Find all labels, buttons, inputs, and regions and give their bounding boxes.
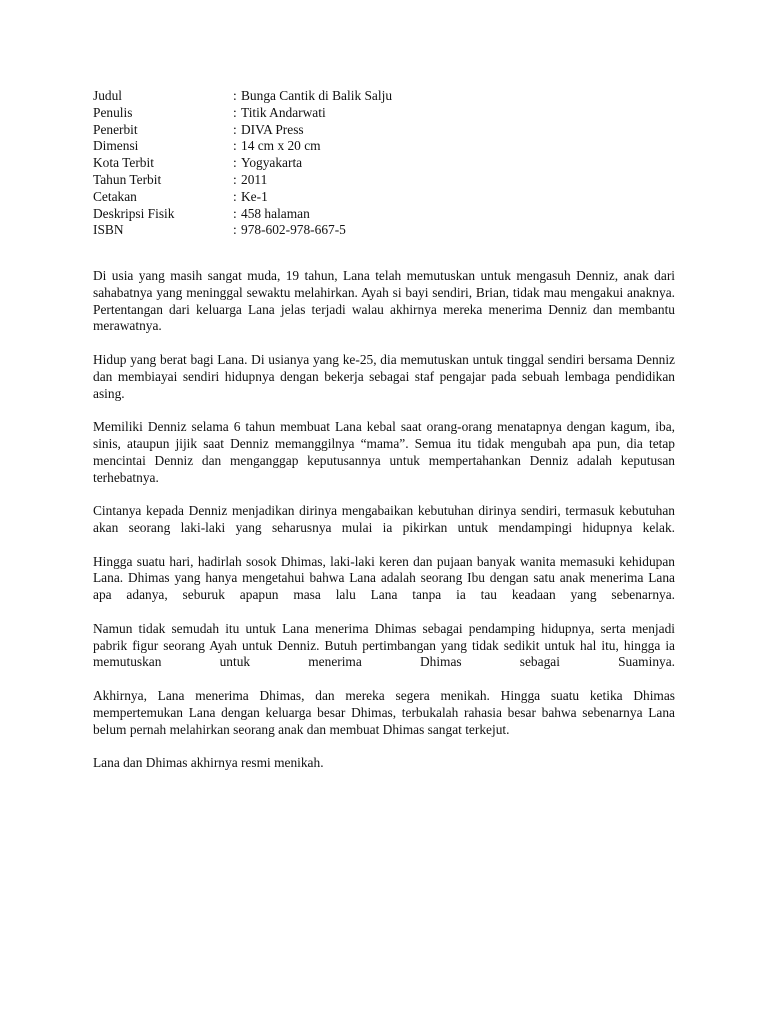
- book-info-value: Bunga Cantik di Balik Salju: [241, 88, 393, 103]
- synopsis: [93, 268, 675, 789]
- book-info-row-penerbit: [93, 122, 693, 139]
- synopsis-paragraph-6: Namun tidak semudah itu untuk Lana menerima Dhimas sebagai pendamping hidupnya, serta menjadi pabrik figur seorang Ayah untuk Denniz. Butuh pertimbangan yang tidak sedikit untuk hal itu, hingga ia memutuskan untuk menerima Dhimas sebagai Suaminya.: [93, 620, 675, 670]
- book-info-value: 14 cm x 20 cm: [241, 138, 321, 154]
- book-info-separator: :: [233, 138, 237, 154]
- book-info-value: 458 halaman: [241, 205, 310, 221]
- book-info-row-kota-terbit: [93, 155, 693, 172]
- book-info-label: Deskripsi Fisik: [93, 205, 175, 221]
- book-info-separator: :: [233, 155, 237, 171]
- synopsis-paragraph-3: Memiliki Denniz selama 6 tahun membuat Lana kebal saat orang-orang menatapnya dengan kagum, iba, sinis, ataupun jijik saat Denniz memanggilnya “mama”. Semua itu tidak mengubah apa pun, dia tetap mencintai Denniz dan menganggap keputusannya untuk mempertahankan Denniz adalah keputusan terhebatnya.: [93, 419, 675, 485]
- book-info-label: Tahun Terbit: [93, 171, 162, 187]
- book-info-value: Yogyakarta: [241, 155, 303, 171]
- book-info-row-judul: [93, 88, 693, 105]
- book-info-label: Penerbit: [93, 121, 138, 137]
- book-info-label: Kota Terbit: [93, 155, 154, 171]
- synopsis-paragraph-1: Di usia yang masih sangat muda, 19 tahun, Lana telah memutuskan untuk mengasuh Denniz, anak dari sahabatnya yang meninggal sewaktu melahirkan. Ayah si bayi sendiri, Brian, tidak mau mengakui anaknya. Pertentangan dari keluarga Lana jelas terjadi walau akhirnya mereka menerima Denniz dan membantu merawatnya.: [93, 268, 675, 334]
- synopsis-paragraph-4: Cintanya kepada Denniz menjadikan dirinya mengabaikan kebutuhan dirinya sendiri, termasuk kebutuhan akan seorang laki-laki yang seharusnya mulai ia pikirkan untuk mendampingi hidupnya kelak.: [93, 503, 675, 535]
- book-info-separator: :: [233, 222, 237, 238]
- book-info-separator: :: [233, 88, 237, 103]
- synopsis-paragraph-5: Hingga suatu hari, hadirlah sosok Dhimas, laki-laki keren dan pujaan banyak wanita memasuki kehidupan Lana. Dhimas yang hanya mengetahui bahwa Lana adalah seorang Ibu dengan satu anak menerima Lana apa adanya, seburuk apapun masa lalu Lana tanpa ia tau keadaan yang sebenarnya.: [93, 553, 675, 603]
- synopsis-paragraph-7: Akhirnya, Lana menerima Dhimas, dan mereka segera menikah. Hingga suatu ketika Dhimas mempertemukan Lana dengan keluarga besar Dhimas, terbukalah rahasia besar bahwa sebenarnya Lana belum pernah melahirkan seorang anak dan membuat Dhimas sangat terkejut.: [93, 687, 675, 737]
- book-info-separator: :: [233, 171, 237, 187]
- book-info-value: DIVA Press: [241, 121, 304, 137]
- book-info-row-dimensi: [93, 138, 693, 155]
- book-info-row-penulis: [93, 105, 693, 122]
- book-info-value: Titik Andarwati: [241, 104, 326, 120]
- book-info-label: Dimensi: [93, 138, 139, 154]
- book-info-label: Cetakan: [93, 188, 137, 204]
- book-info-value: 978-602-978-667-5: [241, 222, 346, 238]
- synopsis-paragraph-2: Hidup yang berat bagi Lana. Di usianya yang ke-25, dia memutuskan untuk tinggal sendiri bersama Denniz dan membiayai sendiri hidupnya dengan bekerja sebagai staf pengajar pada sebuah lembaga pendidikan asing.: [93, 351, 675, 401]
- book-info-label: Penulis: [93, 104, 133, 120]
- book-info-label: Judul: [93, 88, 123, 103]
- book-info-row-isbn: [93, 222, 693, 239]
- book-info-row-deskripsi-fisik: [93, 206, 693, 223]
- book-info-value: Ke-1: [241, 188, 268, 204]
- synopsis-paragraph-8: Lana dan Dhimas akhirnya resmi menikah.: [93, 755, 324, 771]
- book-info-row-cetakan: [93, 189, 693, 206]
- book-info-separator: :: [233, 188, 237, 204]
- book-info-table: [93, 88, 693, 239]
- book-info-row-tahun-terbit: [93, 172, 693, 189]
- book-info-label: ISBN: [93, 222, 124, 238]
- book-info-separator: :: [233, 104, 237, 120]
- book-info-separator: :: [233, 121, 237, 137]
- book-info-value: 2011: [241, 171, 268, 187]
- book-info-separator: :: [233, 205, 237, 221]
